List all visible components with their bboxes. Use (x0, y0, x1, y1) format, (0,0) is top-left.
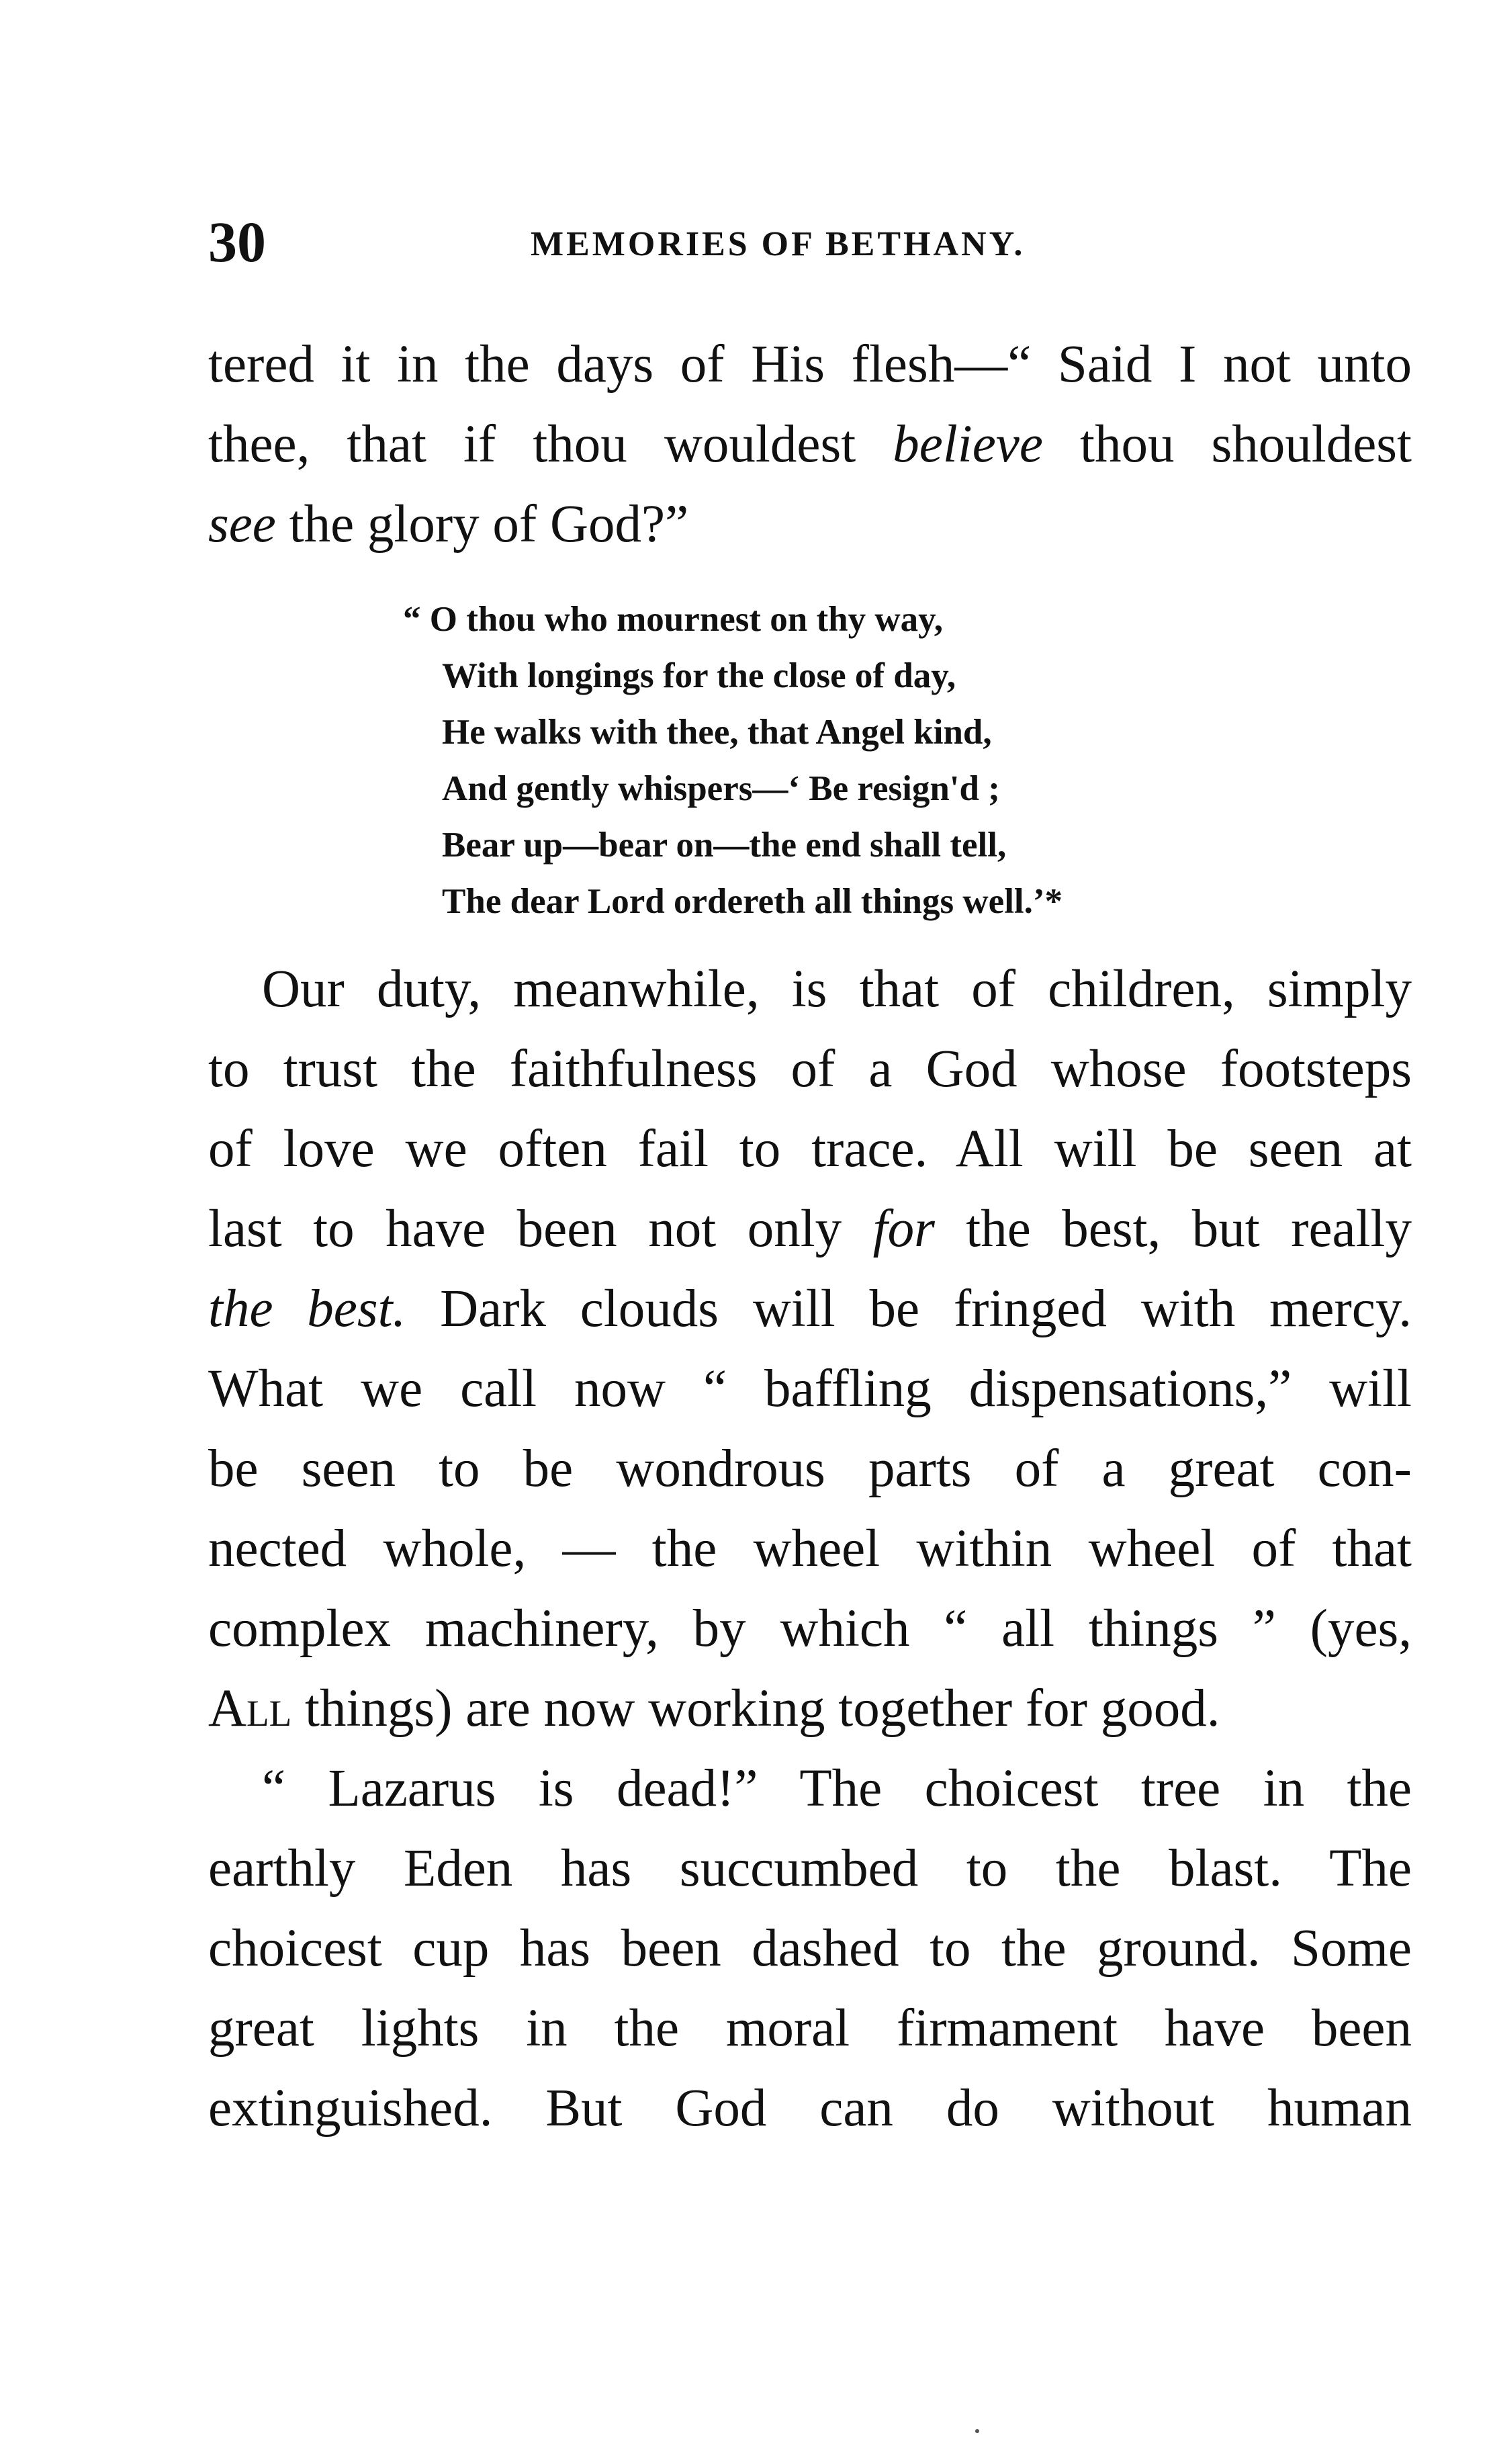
text-span: thou shouldest (1042, 415, 1412, 474)
text-span: Dark clouds will be fringed with mercy. (406, 1280, 1412, 1338)
paragraph2-line5 (208, 1272, 1412, 1346)
paragraph2-line6: What we call now “ baffling dispensations,” will (208, 1360, 1412, 1418)
paragraph2-line7: be seen to be wondrous parts of a great con- (208, 1440, 1412, 1498)
scan-speck (975, 2429, 979, 2433)
paragraph2-line9: complex machinery, by which “ all things ” (yes, (208, 1599, 1412, 1658)
paragraph2-line10 (208, 1672, 1412, 1746)
poem-line-2: With longings for the close of day, (442, 656, 956, 695)
text-span: thee, that if thou wouldest (208, 415, 893, 474)
poem-line-4: And gently whispers—‘ Be resign'd ; (442, 769, 1000, 808)
poem-quote (403, 591, 1276, 930)
paragraph3-line4: great lights in the moral firmament have been (208, 1999, 1412, 2058)
poem-line-6: The dear Lord ordereth all things well.’* (442, 882, 1063, 921)
paragraph2-line8: nected whole, — the wheel within wheel of that (208, 1520, 1412, 1578)
poem-line-3: He walks with thee, that Angel kind, (442, 713, 992, 752)
page-header (208, 212, 1417, 272)
page-number: 30 (208, 210, 266, 274)
paragraph2-line1: Our duty, meanwhile, is that of children, simply (262, 960, 1412, 1018)
emphasis-the-best: the best. (208, 1280, 406, 1338)
paragraph3-line3: choicest cup has been dashed to the ground. Some (208, 1919, 1412, 1978)
paragraph2-line4 (208, 1192, 1412, 1266)
emphasis-believe: believe (893, 415, 1043, 474)
emphasis-see: see (208, 495, 276, 554)
paragraph3-line2: earthly Eden has succumbed to the blast. The (208, 1839, 1412, 1898)
poem-line-5: Bear up—bear on—the end shall tell, (442, 826, 1007, 865)
paragraph1-line1: tered it in the days of His flesh—“ Said I not unto (208, 335, 1412, 394)
paragraph2-line3: of love we often fail to trace. All will be seen at (208, 1120, 1412, 1178)
poem-line-1: “ O thou who mournest on thy way, (403, 600, 943, 639)
running-head: MEMORIES OF BETHANY. (531, 225, 1026, 263)
text-span: the best, but really (934, 1200, 1412, 1258)
paragraph2-line2: to trust the faithfulness of a God whose footsteps (208, 1040, 1412, 1098)
paragraph3-line5: extinguished. But God can do without human (208, 2079, 1412, 2138)
emphasis-for: for (872, 1200, 935, 1258)
text-span: things) are now working together for good. (291, 1679, 1220, 1738)
paragraph1-line3 (208, 488, 1412, 562)
text-span: the glory of God?” (275, 495, 689, 554)
text-span: last to have been not only (208, 1200, 873, 1258)
small-caps-all: All (208, 1679, 292, 1738)
paragraph3-line1: “ Lazarus is dead!” The choicest tree in the (262, 1759, 1412, 1818)
paragraph1-line2 (208, 408, 1412, 482)
